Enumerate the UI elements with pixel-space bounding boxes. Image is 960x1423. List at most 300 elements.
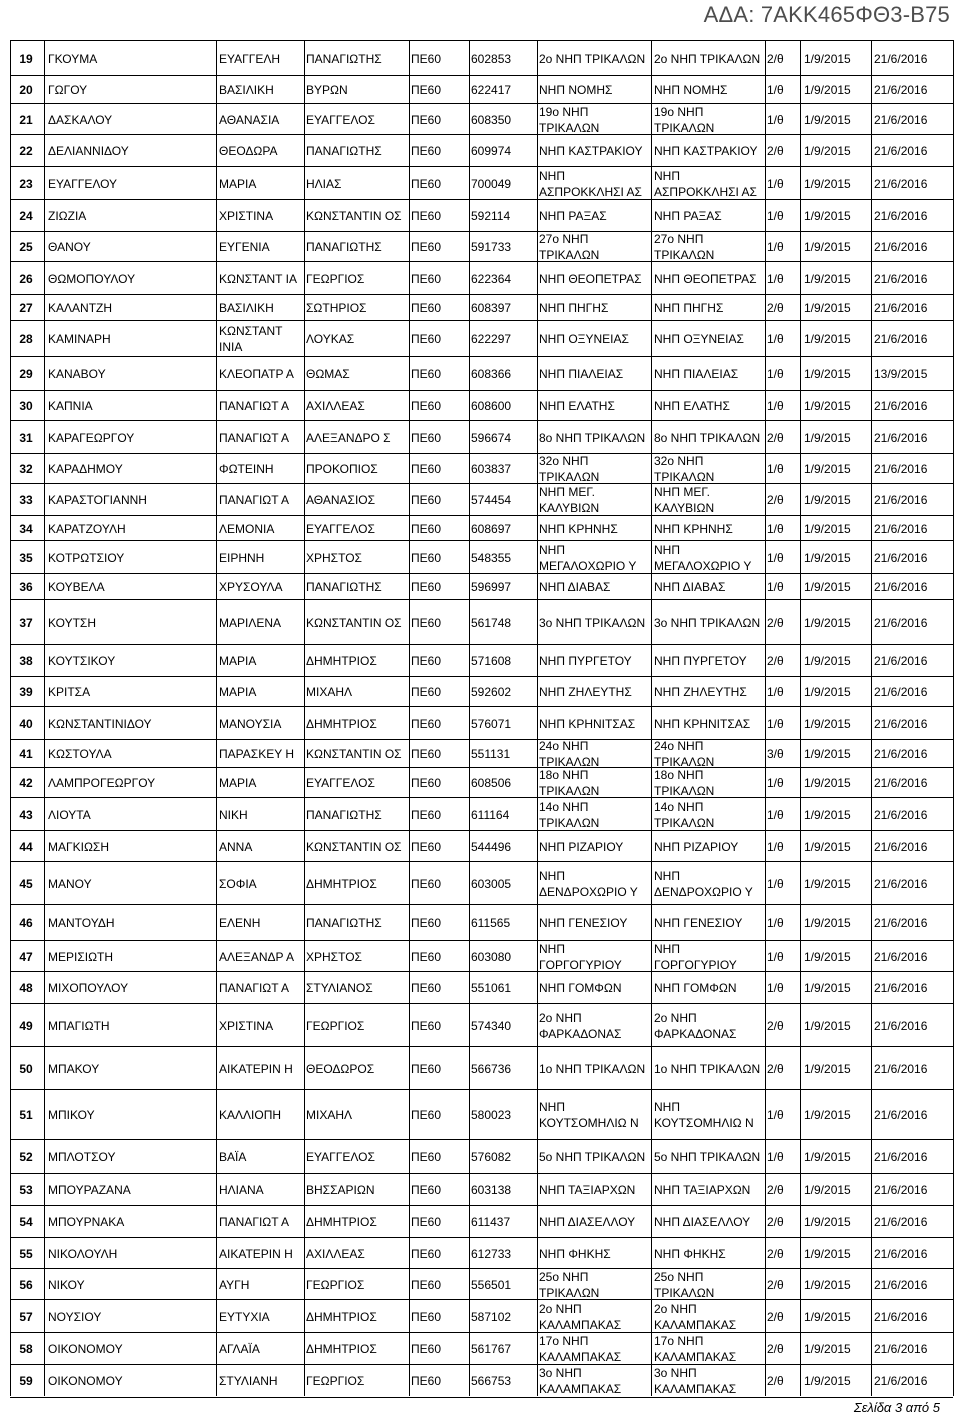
cell-school1: 27ο ΝΗΠ ΤΡΙΚΑΛΩΝ (539, 232, 600, 262)
cell-school1: 2ο ΝΗΠ ΦΑΡΚΑΔΟΝΑΣ (539, 1010, 622, 1041)
cell-school2: ΝΗΠ ΔΕΝΔΡΟΧΩΡΙΟ Υ (654, 868, 753, 899)
cell-father: ΑΘΑΝΑΣΙΟΣ (306, 493, 376, 507)
cell-to: 21/6/2016 (874, 209, 928, 223)
cell-no: 52 (19, 1150, 33, 1164)
cell-to: 21/6/2016 (874, 271, 928, 286)
cell-school1: 32ο ΝΗΠ ΤΡΙΚΑΛΩΝ (539, 454, 600, 484)
cell-spec: ΠΕ60 (411, 176, 442, 191)
cell-spec: ΠΕ60 (411, 112, 442, 127)
cell-spec: ΠΕ60 (411, 1183, 442, 1197)
cell-school1: 14ο ΝΗΠ ΤΡΙΚΑΛΩΝ (539, 799, 600, 830)
cell-spec: ΠΕ60 (411, 949, 442, 964)
cell-to: 21/6/2016 (874, 807, 928, 822)
cell-father: ΕΥΑΓΓΕΛΟΣ (306, 1150, 375, 1164)
cell-type: 1/θ (767, 332, 784, 346)
cell-father: ΠΑΝΑΓΙΩΤΗΣ (306, 580, 382, 594)
cell-surname: ΜΙΧΟΠΟΥΛΟΥ (48, 981, 129, 995)
cell-no: 46 (19, 916, 33, 930)
cell-type: 2/θ (767, 1374, 784, 1388)
cell-surname: ΜΑΝΤΟΥΔΗ (48, 916, 115, 930)
cell-spec: ΠΕ60 (411, 462, 442, 476)
cell-spec: ΠΕ60 (411, 807, 442, 822)
cell-from: 1/9/2015 (804, 876, 851, 891)
cell-to: 21/6/2016 (874, 654, 928, 668)
cell-no: 27 (19, 301, 33, 315)
cell-father: ΔΗΜΗΤΡΙΟΣ (306, 876, 377, 891)
cell-no: 30 (19, 399, 33, 413)
cell-from: 1/9/2015 (804, 580, 851, 594)
cell-school1: ΝΗΠ ΚΡΗΝΗΣ (539, 521, 618, 536)
cell-father: ΔΗΜΗΤΡΙΟΣ (306, 654, 377, 668)
cell-surname: ΜΠΟΥΡΝΑΚΑ (48, 1215, 125, 1229)
table-row (10, 261, 953, 295)
cell-spec: ΠΕ60 (411, 399, 442, 413)
cell-school1: ΝΗΠ ΚΑΣΤΡΑΚΙΟΥ (539, 144, 643, 158)
table-row (10, 1046, 953, 1090)
cell-spec: ΠΕ60 (411, 1061, 442, 1076)
cell-am: 566736 (471, 1061, 512, 1076)
cell-no: 41 (19, 747, 33, 761)
cell-school2: 27ο ΝΗΠ ΤΡΙΚΑΛΩΝ (654, 232, 715, 262)
cell-type: 2/θ (767, 1061, 784, 1076)
cell-school1: ΝΗΠ ΖΗΛΕΥΤΗΣ (539, 685, 632, 699)
cell-surname: ΚΟΥΤΣΗ (48, 615, 96, 630)
cell-no: 36 (19, 580, 33, 594)
cell-am: 611164 (471, 807, 510, 822)
cell-school2: ΝΗΠ ΑΣΠΡΟΚΚΛΗΣΙ ΑΣ (654, 168, 757, 199)
cell-to: 21/6/2016 (874, 301, 928, 315)
cell-from: 1/9/2015 (804, 1309, 851, 1324)
cell-from: 1/9/2015 (804, 949, 851, 964)
cell-school1: ΝΗΠ ΦΗΚΗΣ (539, 1246, 611, 1261)
cell-no: 29 (19, 367, 33, 381)
table-row (10, 1332, 953, 1365)
cell-name: ΑΓΛΑΪΑ (219, 1342, 260, 1356)
table-row (10, 1139, 953, 1174)
cell-from: 1/9/2015 (804, 1061, 851, 1076)
cell-surname: ΛΑΜΠΡΟΓΕΩΡΓΟΥ (48, 776, 156, 790)
cell-from: 1/9/2015 (804, 1150, 851, 1164)
cell-name: ΕΙΡΗΝΗ (219, 550, 265, 565)
table-row (10, 904, 953, 941)
cell-to: 21/6/2016 (874, 1150, 928, 1164)
cell-from: 1/9/2015 (804, 916, 851, 930)
cell-surname: ΟΙΚΟΝΟΜΟΥ (48, 1374, 123, 1388)
cell-school2: 32ο ΝΗΠ ΤΡΙΚΑΛΩΝ (654, 454, 715, 484)
cell-type: 1/θ (767, 83, 784, 97)
cell-am: 608366 (471, 367, 512, 381)
cell-name: ΧΡΙΣΤΙΝΑ (219, 1018, 274, 1033)
cell-type: 1/θ (767, 550, 784, 565)
cell-from: 1/9/2015 (804, 747, 851, 761)
cell-to: 21/6/2016 (874, 716, 928, 731)
cell-am: 571608 (471, 654, 512, 668)
cell-surname: ΘΑΝΟΥ (48, 240, 91, 254)
cell-name: ΛΕΜΟΝΙΑ (219, 521, 275, 536)
cell-type: 2/θ (767, 1342, 784, 1356)
cell-to: 21/6/2016 (874, 1183, 928, 1197)
cell-type: 1/θ (767, 949, 784, 964)
cell-no: 19 (19, 51, 33, 66)
cell-school2: ΝΗΠ ΠΥΡΓΕΤΟΥ (654, 654, 747, 668)
cell-from: 1/9/2015 (804, 51, 851, 66)
table-row (10, 320, 953, 357)
cell-school2: 19ο ΝΗΠ ΤΡΙΚΑΛΩΝ (654, 104, 715, 135)
cell-spec: ΠΕ60 (411, 685, 442, 699)
cell-school1: ΝΗΠ ΑΣΠΡΟΚΚΛΗΣΙ ΑΣ (539, 168, 642, 199)
cell-spec: ΠΕ60 (411, 981, 442, 995)
cell-to: 21/6/2016 (874, 1215, 928, 1229)
table-row (10, 1268, 953, 1300)
cell-from: 1/9/2015 (804, 493, 851, 507)
cell-no: 54 (19, 1215, 33, 1229)
cell-father: ΔΗΜΗΤΡΙΟΣ (306, 1342, 377, 1356)
cell-school2: ΝΗΠ ΦΗΚΗΣ (654, 1246, 726, 1261)
cell-father: ΛΟΥΚΑΣ (306, 332, 355, 346)
cell-no: 28 (19, 332, 33, 346)
cell-am: 602853 (471, 51, 512, 66)
cell-school2: ΝΗΠ ΚΑΣΤΡΑΚΙΟΥ (654, 144, 758, 158)
cell-school2: 2ο ΝΗΠ ΦΑΡΚΑΔΟΝΑΣ (654, 1010, 737, 1041)
cell-spec: ΠΕ60 (411, 144, 442, 158)
cell-surname: ΚΑΡΑΔΗΜΟΥ (48, 462, 123, 476)
cell-am: 561748 (471, 615, 512, 630)
cell-type: 2/θ (767, 493, 784, 507)
cell-name: ΜΑΡΙΑ (219, 685, 257, 699)
table-row (10, 356, 953, 391)
cell-spec: ΠΕ60 (411, 83, 442, 97)
cell-from: 1/9/2015 (804, 685, 851, 699)
cell-spec: ΠΕ60 (411, 876, 442, 891)
cell-name: ΒΑΣΙΛΙΚΗ (219, 83, 274, 97)
cell-school1: 24ο ΝΗΠ ΤΡΙΚΑΛΩΝ (539, 739, 600, 769)
cell-name: ΗΛΙΑΝΑ (219, 1183, 264, 1197)
cell-surname: ΚΟΥΤΣΙΚΟΥ (48, 654, 116, 668)
cell-from: 1/9/2015 (804, 332, 851, 346)
cell-father: ΘΩΜΑΣ (306, 367, 350, 381)
cell-name: ΠΑΝΑΓΙΩΤ Α (219, 430, 290, 445)
cell-school1: ΝΗΠ ΡΑΞΑΣ (539, 209, 607, 223)
cell-am: 596674 (471, 430, 512, 445)
cell-spec: ΠΕ60 (411, 716, 442, 731)
cell-father: ΒΥΡΩΝ (306, 83, 348, 97)
cell-type: 1/θ (767, 367, 784, 381)
cell-father: ΔΗΜΗΤΡΙΟΣ (306, 1215, 377, 1229)
cell-spec: ΠΕ60 (411, 51, 442, 66)
cell-from: 1/9/2015 (804, 1342, 851, 1356)
cell-father: ΔΗΜΗΤΡΙΟΣ (306, 716, 377, 731)
cell-spec: ΠΕ60 (411, 1108, 442, 1122)
cell-name: ΒΑΪΑ (219, 1150, 247, 1164)
cell-school2: 17ο ΝΗΠ ΚΑΛΑΜΠΑΚΑΣ (654, 1334, 737, 1364)
cell-no: 55 (19, 1246, 33, 1261)
cell-name: ΜΑΡΙΑ (219, 176, 257, 191)
cell-father: ΒΗΣΣΑΡΙΩΝ (306, 1183, 375, 1197)
cell-to: 21/6/2016 (874, 493, 928, 507)
cell-no: 20 (19, 83, 33, 97)
cell-am: 592114 (471, 209, 511, 223)
cell-school2: 14ο ΝΗΠ ΤΡΙΚΑΛΩΝ (654, 799, 715, 830)
cell-no: 56 (19, 1277, 33, 1292)
cell-father: ΠΡΟΚΟΠΙΟΣ (306, 462, 378, 476)
cell-type: 2/θ (767, 654, 784, 668)
cell-surname: ΜΠΙΚΟΥ (48, 1108, 95, 1122)
cell-to: 21/6/2016 (874, 1374, 928, 1388)
cell-am: 592602 (471, 685, 512, 699)
cell-am: 587102 (471, 1309, 512, 1324)
cell-from: 1/9/2015 (804, 462, 851, 476)
cell-from: 1/9/2015 (804, 1018, 851, 1033)
cell-name: ΚΩΝΣΤΑΝΤ ΙΝΙΑ (219, 324, 283, 354)
cell-school1: 3ο ΝΗΠ ΚΑΛΑΜΠΑΚΑΣ (539, 1366, 622, 1396)
cell-type: 1/θ (767, 876, 784, 891)
cell-father: ΜΙΧΑΗΛ (306, 1108, 353, 1122)
cell-school2: ΝΗΠ ΔΙΑΒΑΣ (654, 580, 726, 594)
cell-no: 58 (19, 1342, 33, 1356)
cell-from: 1/9/2015 (804, 240, 851, 254)
cell-to: 21/6/2016 (874, 1018, 928, 1033)
cell-to: 21/6/2016 (874, 776, 928, 790)
cell-spec: ΠΕ60 (411, 654, 442, 668)
table-row (10, 830, 953, 862)
cell-no: 53 (19, 1183, 33, 1197)
cell-school2: ΝΗΠ ΚΡΗΝΙΤΣΑΣ (654, 716, 751, 731)
cell-type: 1/θ (767, 1150, 784, 1164)
cell-surname: ΓΩΓΟΥ (48, 83, 88, 97)
cell-surname: ΚΑΜΙΝΑΡΗ (48, 332, 111, 346)
cell-type: 1/θ (767, 521, 784, 536)
cell-to: 21/6/2016 (874, 430, 928, 445)
cell-school2: 5ο ΝΗΠ ΤΡΙΚΑΛΩΝ (654, 1150, 761, 1164)
cell-school2: 24ο ΝΗΠ ΤΡΙΚΑΛΩΝ (654, 739, 715, 769)
cell-type: 1/θ (767, 462, 784, 476)
cell-school1: ΝΗΠ ΠΙΑΛΕΙΑΣ (539, 367, 624, 381)
cell-spec: ΠΕ60 (411, 747, 442, 761)
cell-from: 1/9/2015 (804, 654, 851, 668)
cell-spec: ΠΕ60 (411, 209, 442, 223)
table-row (10, 515, 953, 541)
cell-to: 21/6/2016 (874, 949, 928, 964)
cell-school2: ΝΗΠ ΓΕΝΕΣΙΟΥ (654, 916, 743, 930)
cell-name: ΜΑΡΙΑ (219, 776, 257, 790)
cell-type: 1/θ (767, 716, 784, 731)
cell-surname: ΜΕΡΙΣΙΩΤΗ (48, 949, 114, 964)
cell-am: 576071 (471, 716, 512, 731)
cell-type: 1/θ (767, 240, 784, 254)
cell-to: 21/6/2016 (874, 916, 928, 930)
cell-name: ΠΑΡΑΣΚΕΥ Η (219, 747, 294, 761)
cell-father: ΣΩΤΗΡΙΟΣ (306, 301, 367, 315)
cell-school1: 2ο ΝΗΠ ΚΑΛΑΜΠΑΚΑΣ (539, 1301, 622, 1332)
cell-from: 1/9/2015 (804, 112, 851, 127)
cell-school2: ΝΗΠ ΜΕΓ. ΚΑΛΥΒΙΩΝ (654, 485, 715, 515)
cell-school1: ΝΗΠ ΓΟΡΓΟΓΥΡΙΟΥ (539, 941, 622, 972)
cell-school1: ΝΗΠ ΚΟΥΤΣΟΜΗΛΙΩ Ν (539, 1100, 639, 1130)
cell-no: 47 (19, 949, 33, 964)
cell-to: 21/6/2016 (874, 1246, 928, 1261)
cell-school2: ΝΗΠ ΕΛΑΤΗΣ (654, 399, 730, 413)
cell-name: ΠΑΝΑΓΙΩΤ Α (219, 399, 290, 413)
cell-spec: ΠΕ60 (411, 240, 442, 254)
cell-no: 45 (19, 876, 33, 891)
cell-no: 23 (19, 176, 33, 191)
cell-spec: ΠΕ60 (411, 521, 442, 536)
cell-father: ΕΥΑΓΓΕΛΟΣ (306, 521, 375, 536)
cell-type: 1/θ (767, 176, 784, 191)
cell-type: 2/θ (767, 1018, 784, 1033)
cell-am: 608600 (471, 399, 512, 413)
cell-name: ΜΑΡΙΑ (219, 654, 257, 668)
cell-school1: ΝΗΠ ΔΙΑΣΕΛΛΟΥ (539, 1215, 636, 1229)
cell-to: 21/6/2016 (874, 747, 928, 761)
cell-am: 603138 (471, 1183, 512, 1197)
cell-school1: ΝΗΠ ΘΕΟΠΕΤΡΑΣ (539, 271, 642, 286)
cell-am: 561767 (471, 1342, 512, 1356)
cell-to: 13/9/2015 (874, 367, 928, 381)
cell-name: ΕΥΤΥΧΙΑ (219, 1309, 270, 1324)
cell-surname: ΝΙΚΟΥ (48, 1277, 85, 1292)
cell-to: 21/6/2016 (874, 240, 928, 254)
cell-surname: ΚΑΝΑΒΟΥ (48, 367, 106, 381)
cell-type: 2/θ (767, 615, 784, 630)
cell-type: 1/θ (767, 685, 784, 699)
cell-name: ΠΑΝΑΓΙΩΤ Α (219, 981, 290, 995)
cell-school2: ΝΗΠ ΜΕΓΑΛΟΧΩΡΙΟ Υ (654, 542, 752, 573)
cell-from: 1/9/2015 (804, 1277, 851, 1292)
table-row (10, 540, 953, 574)
cell-surname: ΜΑΓΚΙΩΣΗ (48, 839, 110, 854)
page-number: Σελίδα 3 από 5 (853, 1400, 940, 1415)
cell-spec: ΠΕ60 (411, 332, 442, 346)
cell-type: 1/θ (767, 209, 784, 223)
cell-am: 580023 (471, 1108, 512, 1122)
cell-type: 2/θ (767, 1309, 784, 1324)
cell-type: 1/θ (767, 981, 784, 995)
cell-to: 21/6/2016 (874, 580, 928, 594)
cell-surname: ΜΑΝΟΥ (48, 876, 92, 891)
cell-school2: 8ο ΝΗΠ ΤΡΙΚΑΛΩΝ (654, 430, 761, 445)
cell-school2: 3ο ΝΗΠ ΤΡΙΚΑΛΩΝ (654, 615, 761, 630)
table-row (10, 971, 953, 1004)
cell-school2: ΝΗΠ ΓΟΜΦΩΝ (654, 981, 737, 995)
cell-school1: 3ο ΝΗΠ ΤΡΙΚΑΛΩΝ (539, 615, 646, 630)
cell-father: ΠΑΝΑΓΙΩΤΗΣ (306, 240, 382, 254)
cell-from: 1/9/2015 (804, 1246, 851, 1261)
cell-name: ΘΕΟΔΩΡΑ (219, 144, 278, 158)
cell-to: 21/6/2016 (874, 176, 928, 191)
cell-surname: ΚΑΡΑΤΖΟΥΛΗ (48, 521, 126, 536)
cell-spec: ΠΕ60 (411, 430, 442, 445)
cell-school1: ΝΗΠ ΠΥΡΓΕΤΟΥ (539, 654, 632, 668)
table-row (10, 1003, 953, 1047)
cell-spec: ΠΕ60 (411, 1277, 442, 1292)
cell-type: 1/θ (767, 807, 784, 822)
cell-from: 1/9/2015 (804, 1215, 851, 1229)
cell-from: 1/9/2015 (804, 301, 851, 315)
cell-school2: ΝΗΠ ΝΟΜΗΣ (654, 83, 728, 97)
table-row (10, 166, 953, 200)
cell-am: 603005 (471, 876, 512, 891)
cell-name: ΑΥΓΗ (219, 1277, 250, 1292)
cell-no: 26 (19, 271, 33, 286)
table-row (10, 940, 953, 972)
cell-spec: ΠΕ60 (411, 301, 442, 315)
cell-name: ΣΤΥΛΙΑΝΗ (219, 1374, 278, 1388)
cell-to: 21/6/2016 (874, 51, 928, 66)
cell-type: 1/θ (767, 1108, 784, 1122)
table-row (10, 453, 953, 484)
cell-school2: 18ο ΝΗΠ ΤΡΙΚΑΛΩΝ (654, 768, 715, 798)
cell-father: ΠΑΝΑΓΙΩΤΗΣ (306, 807, 382, 822)
cell-no: 43 (19, 807, 33, 822)
cell-school2: ΝΗΠ ΤΑΞΙΑΡΧΩΝ (654, 1183, 751, 1197)
cell-father: ΓΕΩΡΓΙΟΣ (306, 1018, 365, 1033)
cell-from: 1/9/2015 (804, 716, 851, 731)
cell-no: 51 (19, 1108, 33, 1122)
cell-school1: ΝΗΠ ΡΙΖΑΡΙΟΥ (539, 839, 624, 854)
cell-spec: ΠΕ60 (411, 839, 442, 854)
cell-to: 21/6/2016 (874, 83, 928, 97)
cell-school2: ΝΗΠ ΠΗΓΗΣ (654, 301, 724, 315)
cell-spec: ΠΕ60 (411, 1150, 442, 1164)
cell-father: ΑΧΙΛΛΕΑΣ (306, 399, 365, 413)
table-row (10, 1089, 953, 1140)
cell-school1: ΝΗΠ ΔΕΝΔΡΟΧΩΡΙΟ Υ (539, 868, 638, 899)
cell-surname: ΚΟΤΡΩΤΣΙΟΥ (48, 550, 125, 565)
table-row (10, 573, 953, 600)
table-row (10, 103, 953, 135)
cell-school2: 1ο ΝΗΠ ΤΡΙΚΑΛΩΝ (654, 1061, 761, 1076)
cell-no: 34 (19, 521, 33, 536)
cell-school1: ΝΗΠ ΜΕΓ. ΚΑΛΥΒΙΩΝ (539, 485, 600, 515)
cell-type: 1/θ (767, 112, 784, 127)
cell-from: 1/9/2015 (804, 367, 851, 381)
cell-father: ΜΙΧΑΗΛ (306, 685, 353, 699)
cell-from: 1/9/2015 (804, 271, 851, 286)
cell-no: 44 (19, 839, 33, 854)
cell-spec: ΠΕ60 (411, 615, 442, 630)
cell-name: ΕΛΕΝΗ (219, 916, 261, 930)
cell-am: 603080 (471, 949, 512, 964)
cell-father: ΓΕΩΡΓΙΟΣ (306, 1277, 365, 1292)
table-row (10, 483, 953, 516)
cell-father: ΓΕΩΡΓΙΟΣ (306, 1374, 365, 1388)
cell-name: ΚΛΕΟΠΑΤΡ Α (219, 367, 294, 381)
cell-am: 551131 (471, 747, 511, 761)
cell-surname: ΚΡΙΤΣΑ (48, 685, 91, 699)
cell-am: 622364 (471, 271, 512, 286)
cell-from: 1/9/2015 (804, 807, 851, 822)
cell-to: 21/6/2016 (874, 462, 928, 476)
cell-name: ΕΥΑΓΓΕΛΗ (219, 51, 281, 66)
cell-no: 32 (19, 462, 33, 476)
cell-am: 609974 (471, 144, 512, 158)
cell-am: 612733 (471, 1246, 512, 1261)
cell-surname: ΚΑΡΑΓΕΩΡΓΟΥ (48, 430, 135, 445)
cell-spec: ΠΕ60 (411, 776, 442, 790)
cell-school2: ΝΗΠ ΠΙΑΛΕΙΑΣ (654, 367, 739, 381)
cell-school1: ΝΗΠ ΚΡΗΝΙΤΣΑΣ (539, 716, 636, 731)
cell-surname: ΘΩΜΟΠΟΥΛΟΥ (48, 271, 136, 286)
cell-school2: ΝΗΠ ΚΟΥΤΣΟΜΗΛΙΩ Ν (654, 1100, 754, 1130)
column-rule (953, 40, 954, 1396)
cell-am: 611437 (471, 1215, 511, 1229)
cell-to: 21/6/2016 (874, 112, 928, 127)
cell-type: 1/θ (767, 776, 784, 790)
cell-school2: 25ο ΝΗΠ ΤΡΙΚΑΛΩΝ (654, 1269, 715, 1300)
cell-no: 57 (19, 1309, 33, 1324)
cell-type: 1/θ (767, 580, 784, 594)
